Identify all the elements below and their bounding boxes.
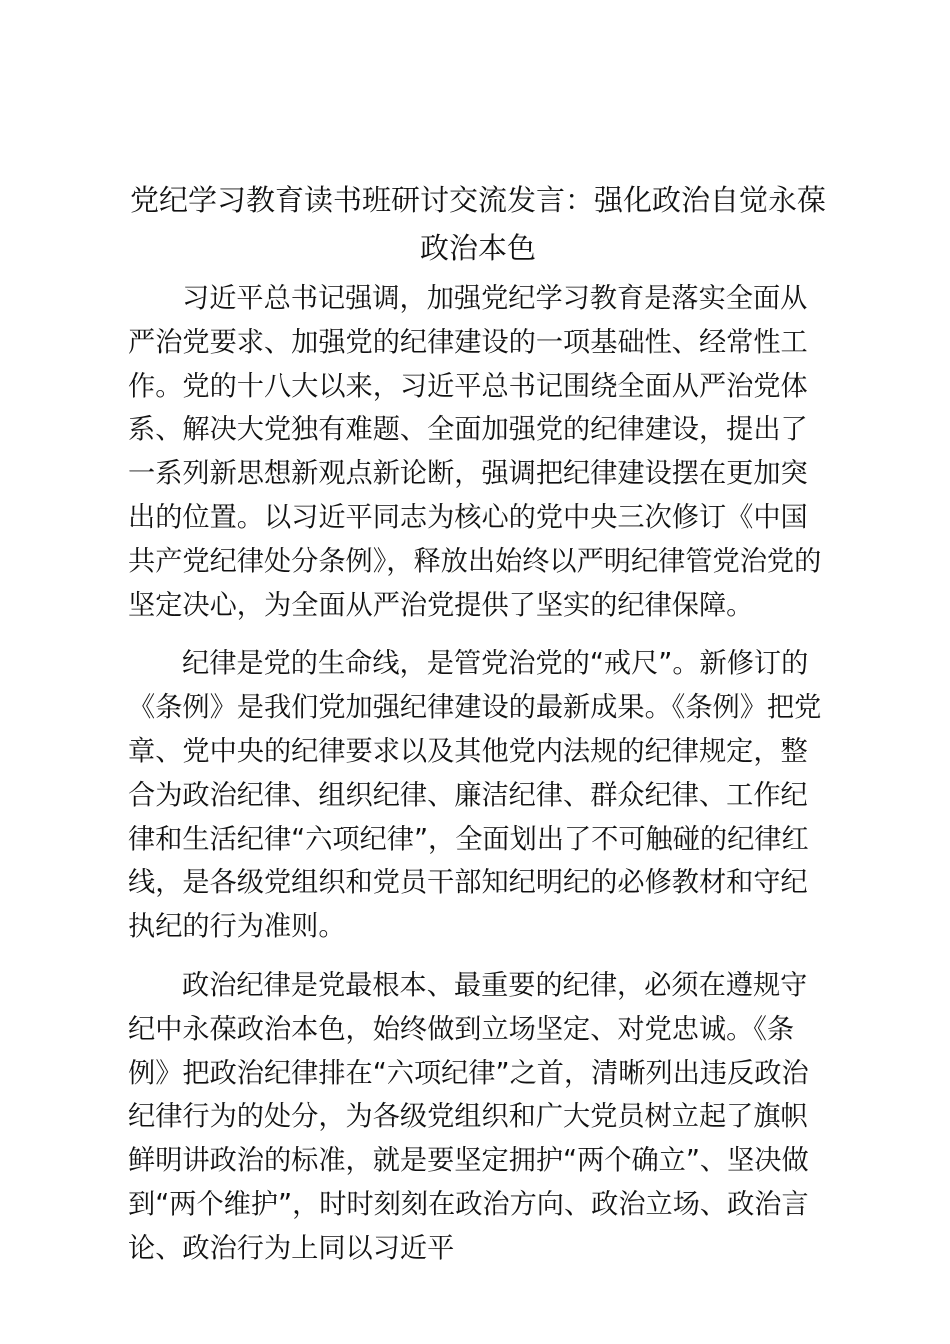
- paragraph-2: 纪律是党的生命线，是管党治党的“戒尺”。新修订的《条例》是我们党加强纪律建设的最新成果。《条例》把党章、党中央的纪律要求以及其他党内法规的纪律规定，整合为政治纪律、组织纪律、廉洁纪律、群众纪律、工作纪律和生活纪律“六项纪律”，全面划出了不可触碰的纪律红线，是各级党组织和党员干部知纪明纪的必修教材和守纪执纪的行为准则。: [128, 648, 822, 943]
- paragraph-3: 政治纪律是党最根本、最重要的纪律，必须在遵规守纪中永葆政治本色，始终做到立场坚定、对党忠诚。《条例》把政治纪律排在“六项纪律”之首，清晰列出违反政治纪律行为的处分，为各级党组织和广大党员树立起了旗帜鲜明讲政治的标准，就是要坚定拥护“两个确立”、坚决做到“两个维护”，时时刻刻在政治方向、政治立场、政治言论、政治行为上同以习近平: [128, 969, 809, 1264]
- document-title: 党纪学习教育读书班研讨交流发言：强化政治自觉永葆政治本色: [129, 183, 826, 265]
- document-body: [128, 277, 830, 1271]
- paragraph-1: 习近平总书记强调，加强党纪学习教育是落实全面从严治党要求、加强党的纪律建设的一项基础性、经常性工作。党的十八大以来，习近平总书记围绕全面从严治党体系、解决大党独有难题、全面加强党的纪律建设，提出了一系列新思想新观点新论断，强调把纪律建设摆在更加突出的位置。以习近平同志为核心的党中央三次修订《中国共产党纪律处分条例》，释放出始终以严明纪律管党治党的坚定决心，为全面从严治党提供了坚实的纪律保障。: [128, 283, 822, 621]
